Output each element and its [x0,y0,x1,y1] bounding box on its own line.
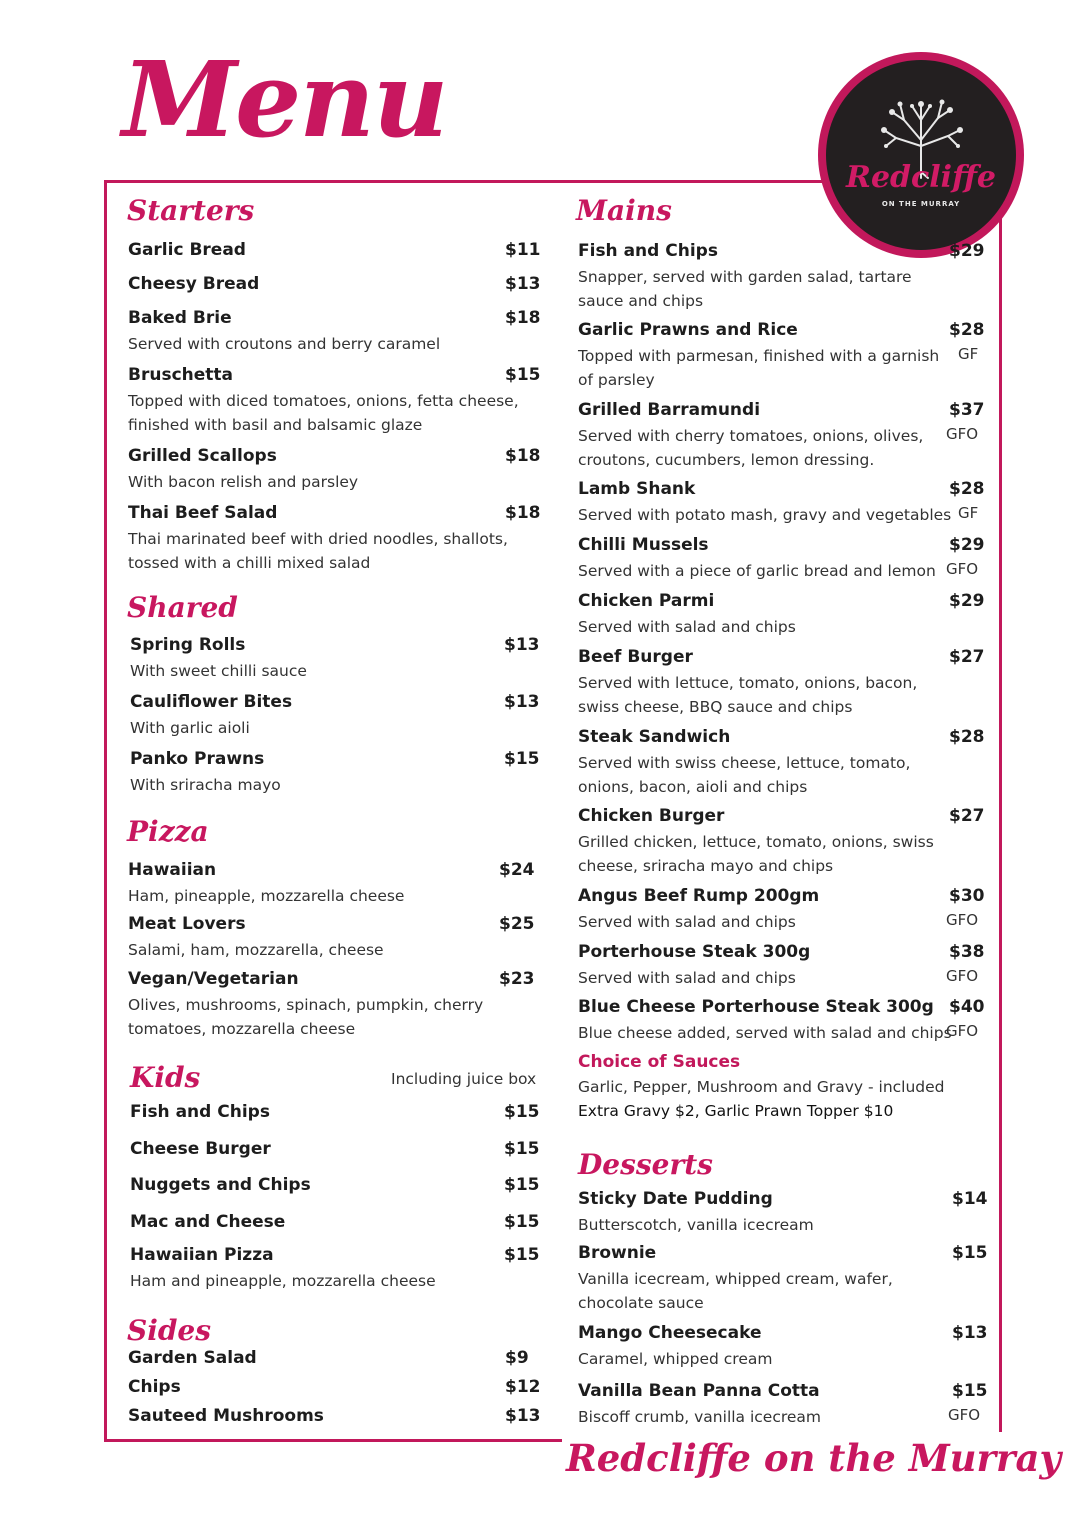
item-price: $15 [504,1139,540,1159]
item-price: $18 [505,308,541,328]
item-description: With garlic aioli [130,719,250,737]
item-description: Topped with diced tomatoes, onions, fetta cheese, finished with basil and balsamic glaze [128,392,519,434]
dietary-tag: GFO [946,967,979,985]
item-name: Hawaiian Pizza [130,1245,274,1265]
footer-brand: Redcliffe on the Murray [566,1436,1062,1480]
item-name: Angus Beef Rump 200gm [578,886,820,906]
item-name: Blue Cheese Porterhouse Steak 300g [578,997,934,1017]
item-name: Thai Beef Salad [128,503,278,523]
starters-heading: Starters [127,194,255,227]
item-name: Hawaiian [128,860,217,880]
dietary-tag: GFO [946,560,979,578]
dietary-tag: GFO [948,1406,981,1424]
item-name: Panko Prawns [130,749,265,769]
shared-heading: Shared [127,591,238,624]
item-name: Lamb Shank [578,479,696,499]
item-name: Cauliflower Bites [130,692,293,712]
mains-heading: Mains [576,194,672,227]
item-price: $18 [505,503,541,523]
item-name: Garlic Prawns and Rice [578,320,798,340]
item-price: $28 [949,479,985,499]
dietary-tag: GF [958,345,979,363]
item-price: $13 [504,692,540,712]
item-name: Porterhouse Steak 300g [578,942,811,962]
item-price: $28 [949,727,985,747]
item-description: Served with a piece of garlic bread and lemon [578,562,936,580]
menu-title: Menu [122,38,447,161]
item-name: Grilled Barramundi [578,400,761,420]
item-price: $18 [505,446,541,466]
item-description: Snapper, served with garden salad, tartare sauce and chips [578,268,912,310]
logo-name: Redcliffe [846,160,996,195]
item-price: $9 [505,1348,529,1368]
item-name: Chilli Mussels [578,535,709,555]
item-name: Brownie [578,1243,657,1263]
item-description: Grilled chicken, lettuce, tomato, onions, swiss cheese, sriracha mayo and chips [578,833,934,875]
pizza-heading: Pizza [127,815,209,848]
item-name: Sauteed Mushrooms [128,1406,324,1426]
item-price: $27 [949,647,985,667]
item-name: Grilled Scallops [128,446,277,466]
item-name: Mango Cheesecake [578,1323,762,1343]
item-price: $15 [952,1381,988,1401]
item-price: $15 [504,1175,540,1195]
item-description: Topped with parmesan, finished with a garnish of parsley [578,347,940,389]
item-name: Cheesy Bread [128,274,260,294]
item-price: $13 [952,1323,988,1343]
item-price: $15 [504,1102,540,1122]
item-name: Fish and Chips [578,241,718,261]
item-price: $29 [949,535,985,555]
dietary-tag: GFO [946,1022,979,1040]
item-description: Blue cheese added, served with salad and chips [578,1024,952,1042]
logo-badge [826,60,1016,250]
dietary-tag: GFO [946,911,979,929]
item-name: Chicken Parmi [578,591,715,611]
item-price: $11 [505,240,541,260]
sauces-title: Choice of Sauces [578,1052,741,1072]
logo-subtitle: ON THE MURRAY [881,200,961,208]
item-price: $15 [952,1243,988,1263]
item-description: Olives, mushrooms, spinach, pumpkin, cherry tomatoes, mozzarella cheese [128,996,484,1038]
item-description: Served with salad and chips [578,913,796,931]
item-price: $27 [949,806,985,826]
item-name: Chicken Burger [578,806,725,826]
item-description: Served with potato mash, gravy and vegetables [578,506,952,524]
item-description: Served with cherry tomatoes, onions, olives, croutons, cucumbers, lemon dressing. [578,427,924,469]
item-description: Biscoff crumb, vanilla icecream [578,1408,822,1426]
item-description: With sweet chilli sauce [130,662,307,680]
item-name: Spring Rolls [130,635,246,655]
item-price: $15 [505,365,541,385]
item-name: Baked Brie [128,308,232,328]
item-name: Meat Lovers [128,914,246,934]
item-description: Thai marinated beef with dried noodles, shallots, tossed with a chilli mixed salad [128,530,508,572]
item-description: Caramel, whipped cream [578,1350,773,1368]
item-price: $23 [499,969,535,989]
item-price: $12 [505,1377,541,1397]
item-price: $38 [949,942,985,962]
item-description: With sriracha mayo [130,776,281,794]
item-name: Chips [128,1377,181,1397]
kids-heading: Kids [130,1061,201,1094]
tree-icon [826,60,1016,250]
item-price: $14 [952,1189,988,1209]
item-name: Vegan/Vegetarian [128,969,299,989]
item-name: Vanilla Bean Panna Cotta [578,1381,820,1401]
redcliffe-logo [818,52,1024,258]
item-price: $24 [499,860,535,880]
item-price: $37 [949,400,985,420]
item-price: $40 [949,997,985,1017]
desserts-heading: Desserts [578,1148,713,1181]
item-name: Steak Sandwich [578,727,731,747]
dietary-tag: GFO [946,425,979,443]
item-name: Beef Burger [578,647,693,667]
item-description: Served with salad and chips [578,618,796,636]
item-price: $29 [949,241,985,261]
item-description: Vanilla icecream, whipped cream, wafer, chocolate sauce [578,1270,893,1312]
item-price: $15 [504,1212,540,1232]
item-description: With bacon relish and parsley [128,473,359,491]
sauces-extra: Extra Gravy $2, Garlic Prawn Topper $10 [578,1102,894,1120]
item-description: Served with lettuce, tomato, onions, bacon, swiss cheese, BBQ sauce and chips [578,674,918,716]
item-name: Mac and Cheese [130,1212,286,1232]
item-price: $15 [504,1245,540,1265]
item-description: Served with swiss cheese, lettuce, tomato, onions, bacon, aioli and chips [578,754,911,796]
dietary-tag: GF [958,504,979,522]
item-price: $29 [949,591,985,611]
item-price: $15 [504,749,540,769]
sides-heading: Sides [127,1314,212,1347]
kids-note: Including juice box [391,1070,537,1088]
item-description: Salami, ham, mozzarella, cheese [128,941,384,959]
item-description: Served with salad and chips [578,969,796,987]
item-description: Ham, pineapple, mozzarella cheese [128,887,405,905]
item-name: Sticky Date Pudding [578,1189,773,1209]
item-price: $28 [949,320,985,340]
item-price: $30 [949,886,985,906]
item-name: Cheese Burger [130,1139,271,1159]
item-name: Fish and Chips [130,1102,270,1122]
item-name: Bruschetta [128,365,233,385]
item-name: Garlic Bread [128,240,246,260]
item-description: Ham and pineapple, mozzarella cheese [130,1272,436,1290]
sauces-included: Garlic, Pepper, Mushroom and Gravy - included [578,1078,945,1096]
item-price: $13 [504,635,540,655]
item-price: $25 [499,914,535,934]
item-description: Butterscotch, vanilla icecream [578,1216,814,1234]
item-description: Served with croutons and berry caramel [128,335,441,353]
item-name: Nuggets and Chips [130,1175,311,1195]
item-price: $13 [505,1406,541,1426]
item-price: $13 [505,274,541,294]
item-name: Garden Salad [128,1348,257,1368]
